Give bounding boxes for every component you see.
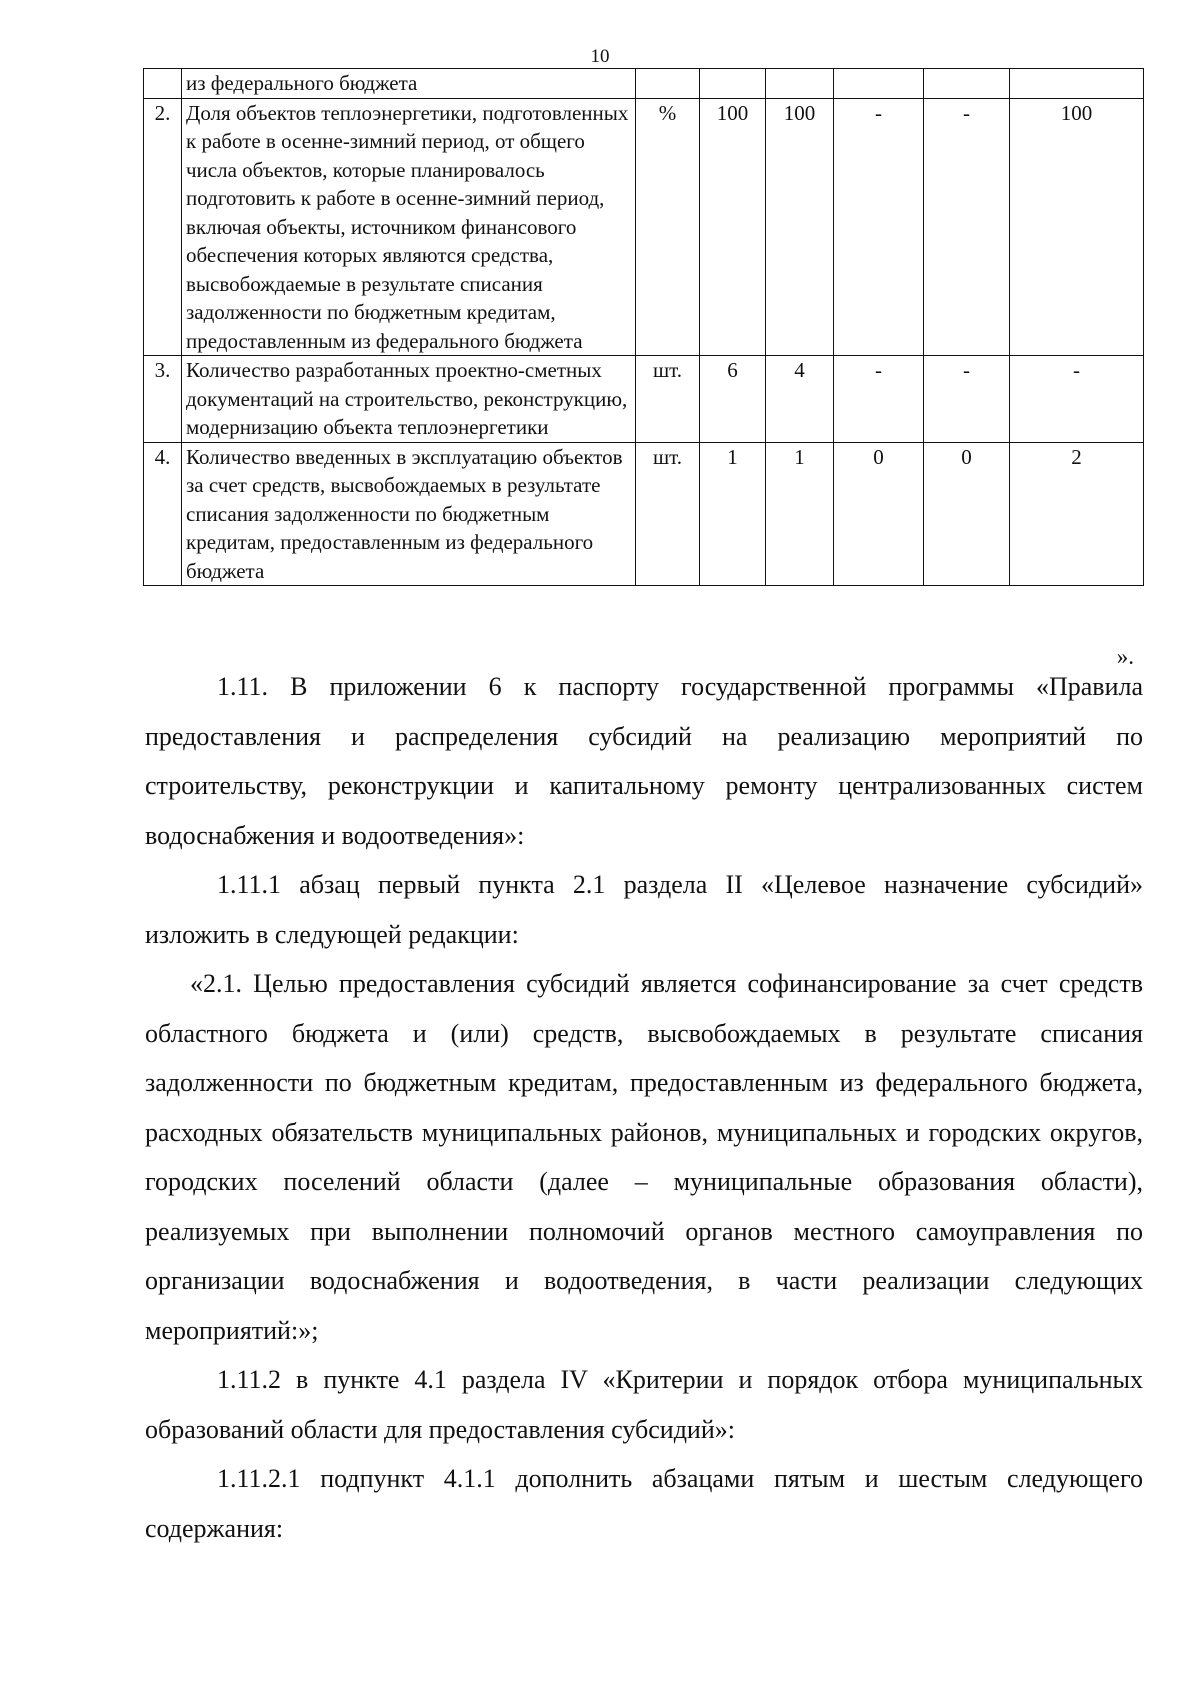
value-cell [834, 69, 924, 99]
unit-cell: % [636, 98, 700, 356]
value-cell: 1 [700, 442, 766, 586]
table-row [144, 442, 1144, 586]
table-row [144, 356, 1144, 443]
indicator-description: Доля объектов теплоэнергетики, подготовленных к работе в осенне-зимний период, от общего числа объектов, которые планировалось подготовить к работе в осенне-зимний период, включая объекты, источником финансового обеспечения которых являются средства, высвобождаемые в результате списания задолженности по бюджетным кредитам, предоставленным из федерального бюджета [182, 98, 636, 356]
row-number: 3. [144, 356, 182, 443]
value-cell [1010, 69, 1144, 99]
indicators-table [143, 68, 1144, 586]
value-cell: 4 [766, 356, 834, 443]
paragraph-1-11-2: 1.11.2 в пункте 4.1 раздела IV «Критерии и порядок отбора муниципальных образований области для предоставления субсидий»: [145, 1365, 1143, 1444]
unit-cell: шт. [636, 356, 700, 443]
row-number: 2. [144, 98, 182, 356]
indicator-description: Количество разработанных проектно-сметных документаций на строительство, реконструкцию, модернизацию объекта теплоэнергетики [182, 356, 636, 443]
value-cell: 100 [700, 98, 766, 356]
paragraph-quote-2-1: «2.1. Целью предоставления субсидий является софинансирование за счет средств областного бюджета и (или) средств, высвобождаемых в результате списания задолженности по бюджетным кредитам, предоставленным из федерального бюджета, расходных обязательств муниципальных районов, муниципальных и городских округов, городских поселений области (далее – муниципальные образования области), реализуемых при выполнении полномочий органов местного самоуправления по организации водоснабжения и водоотведения, в части реализации следующих мероприятий:»; [145, 969, 1143, 1345]
value-cell: - [924, 356, 1010, 443]
value-cell: 0 [834, 442, 924, 586]
table-row [144, 69, 1144, 99]
row-number: 4. [144, 442, 182, 586]
value-cell: - [924, 98, 1010, 356]
value-cell: 100 [1010, 98, 1144, 356]
row-number [144, 69, 182, 99]
closing-quote: ». [1116, 644, 1134, 669]
paragraph-1-11: 1.11. В приложении 6 к паспорту государственной программы «Правила предоставления и распределения субсидий на реализацию мероприятий по строительству, реконструкции и капитальному ремонту централизованных систем водоснабжения и водоотведения»: [145, 672, 1143, 850]
value-cell [700, 69, 766, 99]
indicator-description: из федерального бюджета [182, 69, 636, 99]
value-cell [766, 69, 834, 99]
page-number: 10 [590, 46, 610, 67]
value-cell [924, 69, 1010, 99]
value-cell: - [834, 356, 924, 443]
unit-cell [636, 69, 700, 99]
paragraph-1-11-1: 1.11.1 абзац первый пункта 2.1 раздела II «Целевое назначение субсидий» изложить в следующей редакции: [145, 870, 1143, 949]
value-cell: 6 [700, 356, 766, 443]
value-cell: - [1010, 356, 1144, 443]
unit-cell: шт. [636, 442, 700, 586]
value-cell: - [834, 98, 924, 356]
table-row [144, 98, 1144, 356]
paragraph-1-11-2-1: 1.11.2.1 подпункт 4.1.1 дополнить абзацами пятым и шестым следующего содержания: [145, 1464, 1143, 1543]
value-cell: 2 [1010, 442, 1144, 586]
indicator-description: Количество введенных в эксплуатацию объектов за счет средств, высвобождаемых в результате списания задолженности по бюджетным кредитам, предоставленным из федерального бюджета [182, 442, 636, 586]
document-body [145, 662, 1143, 1553]
value-cell: 1 [766, 442, 834, 586]
value-cell: 0 [924, 442, 1010, 586]
value-cell: 100 [766, 98, 834, 356]
